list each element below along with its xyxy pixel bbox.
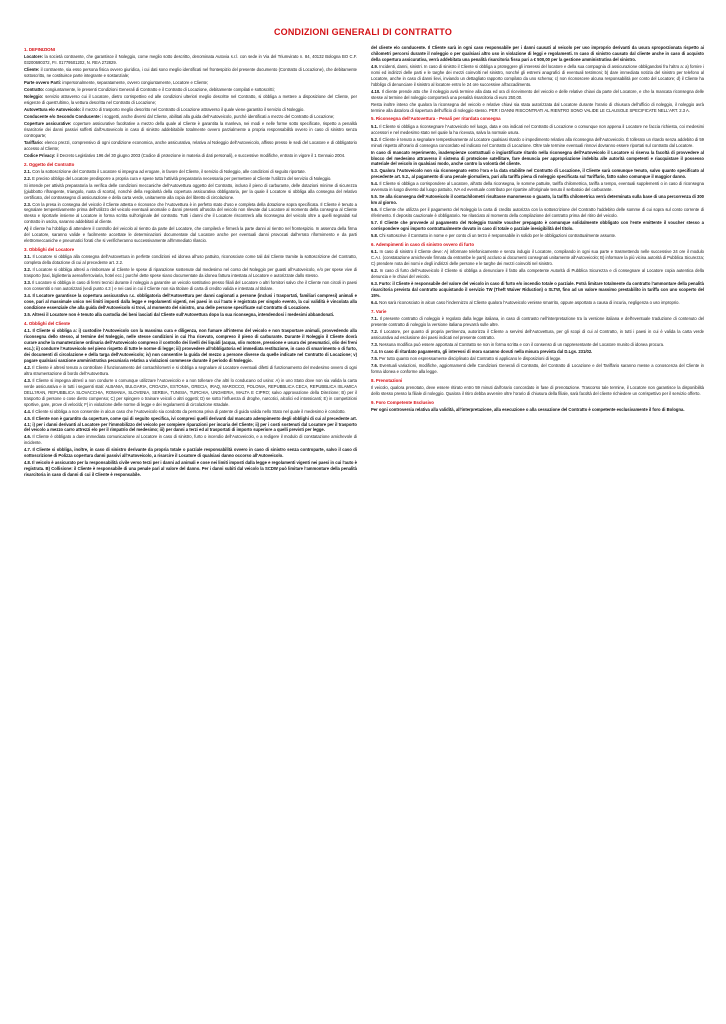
- clause-paragraph: [371, 407, 704, 413]
- clause-number: 4.8.: [24, 460, 31, 466]
- clause-text: Il Cliente si obbliga a: i) custodire l'Autoveicolo con la massima cura e diligenza, non fumare all'interno del veicolo e non trasportare animali, provvedendo alla riconsegna dello stesso, al termine del Noleggio, nelle stesse condizioni in cui l'ha ricevuto, compreso il pieno di carburante. Durante il Noleggio il Cliente dovrà curare anche la manutenzione ordinaria dell'Autoveicolo compreso il controllo dei livelli dei liquidi (acqua, olio motore, pressione e usura dei pneumatici, olio dei freni ecc.); ii) condurre l'Autoveicolo nel pieno rispetto di tutte le norme di legge; iii) provvedere all'obbligatoria ed immediata restituzione, in caso di smarrimento o di furto, dei documenti di circolazione e della targa dell'Autoveicolo; iv) non consentire la guida del mezzo a persone diverse da quelle indicate nel Contratto di Locazione; v) pagare qualsiasi sanzione amministrativa pecuniaria relativa a violazioni commesse durante il periodo di Noleggio.: [24, 328, 357, 363]
- section-heading: 2. Oggetto del Contratto: [24, 161, 75, 167]
- clause-text: Incidenti, danni, sinistri. In caso di sinistro il Cliente si obbliga a proteggere gli interessi del locatore e della sua compagnia di assicurazione obbligandosi fra l'altro a: a) fornire i nomi ed indirizzi delle parti e le targhe dei mezzi coinvolti nel sinistro, nonché gli estremi anagrafici di eventuali testimoni; b) dare immediata notizia del sinistro per telefono al Locatore, anche in caso di danni lievi, inviando un dettagliato rapporto compilato da uno schema; c) non riconoscere alcuna responsabilità per conto del Locatore; d) il Cliente ha l'obbligo di denunciare il sinistro al locatore entro le 24 ore successive all'accadimento.: [371, 63, 704, 87]
- clause-paragraph: [24, 202, 357, 226]
- clause-paragraph: [24, 140, 357, 152]
- clause-number: 3.5.: [24, 312, 31, 318]
- clause-paragraph: [371, 356, 704, 362]
- clause-text: Il Locatore si obbliga alla consegna dell'Autovettura in perfette condizioni ed idonea all'uso pattuito, riconosciute come tali dal Cliente tramite la sottoscrizione del Contratto, completa della dotazione di cui al precedente art. 2.2.: [24, 254, 357, 266]
- clause-text: Il Cliente che provvede al pagamento del Noleggio tramite voucher prepagato è comunque solidalmente obbligato con l'ente emittente il voucher stesso a corrispondere ogni importo contrattualmente dovuto in caso di totale o parziale inesigibilità del titolo.: [371, 220, 704, 231]
- clause-text: i soggetti, anche diversi dal Cliente, abilitati alla guida dell'Autoveicolo, purché identificati a mezzo del Contratto di Locazione;: [101, 113, 335, 119]
- clause-text: Il Locatore si obbliga in caso di fermi tecnici durante il noleggio a garantire un veicolo sostitutivo presso filiali del Locatore o altri fornitori salvo che il Cliente non circoli in paesi non consentiti o non autorizzati (vedi punto 4.3 ) e nei casi in cui il Cliente non sia titolare di carta di credito valida e intestata al titolare.: [24, 280, 357, 292]
- clause-number: 5.1.: [371, 123, 378, 129]
- clause-text: Il Locatore, per quanto di propria pertinenza, autorizza il Cliente a servirsi dell'Autovettura, per gli scopi di cui al Contratto, in tutti i paesi in cui è valida la carta verde assicurativa ad esclusione dei paesi indicati nel presente contratto.: [371, 328, 704, 340]
- clause-number: 4.1.: [24, 328, 31, 334]
- clause-number: 4.7.: [24, 447, 31, 453]
- terms-section: [371, 309, 704, 375]
- clause-paragraph: [24, 183, 357, 201]
- clause-paragraph: [24, 409, 357, 415]
- clause-text: Il Cliente non è garantito da coperture, come qui di seguito specifica, ivi compresi quelli derivanti dal mancato adempimento degli obblighi di cui al precedente art. 4.1; i) per i danni derivanti al Locatore per l'immobilizzo del veicolo per compiere riparazioni per incuria del Cliente; ii) per i costi sostenuti dal Locatore per il trasporto del veicolo a mezzo carro attrezzi e/o per il rimpatrio del medesimo; iii) per danni a terzi ed al trasportati di importo superiore a quelli previsti per legge.: [24, 415, 357, 433]
- clause-paragraph: [371, 249, 704, 267]
- clause-paragraph: [371, 220, 704, 232]
- clause-number: Locatore:: [24, 54, 44, 60]
- clause-text: Chi sottoscrive il Contratto in nome e per conto di un terzo è responsabile in solido per le obbligazioni contrattualmente assunte.: [378, 232, 617, 238]
- clause-text: Eventuali variazioni, modifiche, aggiornamenti delle Condizioni Generali di Contratto, del Contratto di Locazione e del Tariffario saranno messe a conoscenza del Cliente in forma idonea e conforme alla legge.: [371, 362, 704, 374]
- terms-section: [371, 400, 704, 413]
- clause-text: Il Cliente si impegna altresì a non condurre o comunque utilizzare l'Autoveicolo e a non tollerare che altri lo conducano od usino: A) in uno Stato dove non sia valida la carta verde assicurativa e in tutti i seguenti stati: ALBANIA, BULGARIA, CROAZIA, ESTONIA, GRECIA, IRAQ, MAROCCO, POLONIA, REPUBBLICA CECA, REPUBBLICA ISLAMICA DELL'IRAN, REPUBBLICA SLOVACCHIA, ROMANIA, SLOVENIA, SERBIA, TUNISIA, TURCHIA, UNGHERIA, MALTA E CIPRO; salvo approvazione della Direzione; B) per il trasporto di persone o cose dietro compenso; C) per spingere o trainare veicoli o altri oggetti; D) se sotto l'influenza di droghe, narcotici, alcolici ed intossicanti; E) in competizioni sportive, gare, prove di velocità; F) in violazione delle norme di legge e dei regolamenti di circolazione stradale.: [24, 377, 357, 407]
- clause-number: 2.1.: [24, 168, 31, 174]
- clause-paragraph: [24, 226, 357, 244]
- clause-number: 3.2.: [24, 267, 31, 273]
- clause-number: Parte ovvero Parti:: [24, 80, 62, 86]
- clause-paragraph: [371, 233, 704, 239]
- clause-paragraph: [371, 349, 704, 355]
- section-heading: 8. Prenotazioni: [371, 377, 403, 383]
- clause-paragraph: [24, 169, 357, 175]
- terms-section: [371, 116, 704, 238]
- clause-number: 4.5.: [24, 415, 31, 421]
- clause-number: 7.5.: [371, 355, 378, 361]
- section-heading: 4. Obblighi del Cliente: [24, 320, 71, 326]
- clause-text: Nessuna modifica può essere apportata al Contratto se non in forma scritta e con il consenso di un rappresentante del Locatore munito di idonea procura.: [378, 341, 665, 347]
- clause-paragraph: [24, 87, 357, 93]
- clause-text: Il cliente prende atto che il noleggio avrà termine alla data ed ora di ricevimento del veicolo e delle relative chiavi da parte del Locatore, e che la mancata riconsegna delle stesse al termine del noleggio comporterà una penalità risarcitoria di euro 250,00.: [371, 88, 704, 100]
- clause-paragraph: [24, 416, 357, 434]
- terms-section: [24, 247, 357, 318]
- clause-text: Il Cliente si obbliga, inoltre, in caso di sinistro derivante da propria totale o parziale responsabilità ovvero in caso di sinistro senza controparte, salvo il caso di sottoscrizione di Polizza copertura danni passivi all'Autoveicolo, a risarcire il Locatore di qualsiasi danno occorso all'Autoveicolo.: [24, 447, 357, 459]
- clause-text: la società contraente, che garantisce il Noleggio, come meglio sotto descritto, denominata Autovia s.r.l. con sede in Via del Triumvirato n. 84, 40132 Bologna BO C.F. 03200690372, P.I. 01779501202, N. REA 272829.: [24, 54, 357, 66]
- clause-paragraph: [24, 293, 357, 311]
- clause-text: Con la sottoscrizione del Contratto il Locatore si impegna ad erogare, in favore del Cliente, il servizio di Noleggio, alle condizioni di seguito riportate.: [31, 168, 306, 174]
- clause-text: Altresì il Locatore non è tenuto alla custodia dei beni lasciati dal Cliente sull'Autovettura dopo la sua riconsegna, intendendosi i medesimi abbandonati.: [31, 312, 335, 318]
- column-right: [371, 45, 704, 1015]
- clause-number: 5.5.: [371, 194, 378, 200]
- section-heading: 7. Varie: [371, 308, 387, 314]
- clause-text: elenco prezzi, comprensivo di ogni condizione economica, anche assicurativa, relativa al Noleggio dell'Autoveicolo, affisso presso le sedi del Locatore e di obbligatorio accesso al Cliente;: [24, 139, 357, 151]
- clause-paragraph: [24, 107, 357, 113]
- clause-paragraph: [24, 67, 357, 79]
- terms-columns: [24, 45, 704, 1015]
- clause-text: impersonalmente, separatamente, ovvero congiuntamente, Locatore e Cliente;: [61, 80, 209, 86]
- clause-paragraph: [24, 365, 357, 377]
- clause-paragraph: [24, 447, 357, 459]
- clause-number: Noleggio:: [24, 93, 44, 99]
- clause-text: Con la presa in consegna del veicolo il Cliente attesta e riconosce che l'Autovettura è in perfetto stato d'uso e completa della dotazione sopra specificata. Il Cliente è tenuto a segnalare tempestivamente prima dell'utilizzo del veicolo eventuali anomalie o danni presenti all'uscita del veicolo non rilevate dal Locatore al momento della consegna al Cliente stesso e riportarle insieme al Locatore in forma scritta sull'originale del contratto. Tutti i danni che il Locatore riscontrerà alla riconsegna del veicolo oltre a quelli segnalati sul contratto in uscita, saranno addebitati al cliente.: [24, 201, 357, 225]
- clause-number: Codice Privacy:: [24, 152, 56, 158]
- clause-number: 2.3.: [24, 201, 31, 207]
- clause-paragraph: [371, 363, 704, 375]
- section-heading: 6. Adempimenti in caso di sinistro ovvero di furto: [371, 241, 475, 247]
- clause-paragraph: [24, 312, 357, 318]
- clause-paragraph: [371, 385, 704, 397]
- clause-number: Tariffario:: [24, 139, 44, 145]
- clause-paragraph: [24, 80, 357, 86]
- column-left: [24, 45, 357, 1015]
- clause-paragraph: [371, 342, 704, 348]
- clause-number: 5.2.: [371, 136, 378, 142]
- clause-text: servizio attraverso cui il Locatore, dietro corrispettivo ed alle condizioni ulteriori meglio descritte nel Contratto, si obbliga a mettere a disposizione del Cliente, per esigenze di quest'ultimo, la vettura descritta nel Contratto di Locazione;: [24, 93, 357, 105]
- clause-text: In caso di ritardato pagamento, gli interessi di mora saranno dovuti nella misura prevista dal D.Lgs. 231/02.: [378, 348, 593, 354]
- section-heading: 3. Obblighi del Locatore: [24, 247, 75, 253]
- clause-text: Il Cliente si obbliga a non consentire in alcun caso che l'Autoveicolo sia condotto da persona priva di patente di guida valida nello Stato nel quale il medesimo è condotto.: [31, 408, 346, 414]
- clause-number: Coperture assicurative:: [24, 120, 72, 126]
- clause-text: Il Locatore si obbliga altresì a rimborsare al Cliente le spese di riparazione sostenute dal medesimo nel corso del Noleggio per guasti all'Autoveicolo, e/o per spese vive di trasporto (taxi, biglietteria aerea/ferroviaria, hotel ecc.) purché dette spese siano documentate da idonea fattura intestata al Locatore e autorizzate dallo stesso.: [24, 267, 357, 279]
- clause-paragraph: [371, 89, 704, 101]
- clause-text: il mezzo di trasporto meglio descritto nel Contratto di Locazione attraverso il quale viene garantito il servizio di Noleggio.: [81, 106, 305, 112]
- terms-section: [371, 242, 704, 306]
- clause-number: 4.6.: [24, 434, 31, 440]
- clause-paragraph: [24, 94, 357, 106]
- section-heading: 5. Riconsegna dell'Autovettura - Penali per ritardata consegna: [371, 116, 501, 122]
- section-heading: 1. DEFINIZIONI: [24, 47, 55, 52]
- clause-text: In caso di furto dell'Autoveicolo il Cliente si obbliga a denunciare il fatto alla competente Autorità di Pubblica Sicurezza e di consegnare al Locatore copia autentica della denuncia e le chiavi del veicolo.: [371, 268, 704, 279]
- clause-text: Il Cliente è tenuto a segnalare tempestivamente al Locatore qualsiasi ritardo o impedimento relativo alla riconsegna dell'Autoveicolo. È tollerato un ritardo senza addebito di 59 minuti rispetto all'orario di consegna concordato ed indicato nel Contratto di Locazione. Oltre tale termine eventuali rinnovi dovranno essere riportati sul contratto dal Locatore.: [371, 136, 704, 148]
- clause-text: In caso di sinistro il Cliente deve: A) informare telefonicamente e senza indugio il Locatore, compilando in ogni sua parte e trasmettendo nelle successive 24 ore il modulo C.A.I. (constatazione amichevole firmata da entrambe le parti) accluso ai documenti consegnati unitamente all'Autoveicolo; B) informare la più vicina autorità di Pubblica Sicurezza; C) prendere nota dei nomi e degli indirizzi delle persone e le targhe dei mezzi coinvolti nel sinistro.: [371, 249, 704, 267]
- clause-text: Il veicolo è assicurato per la responsabilità civile verso terzi per i danni ad animali e cose nei limiti imposti dalla legge e regolamenti vigenti nei paesi in cui l'auto è registrata. B) Collisione: il Cliente è responsabile di una penale pari al valore del danno. Per i danni subiti dal veicolo la SCDW può limitare l'ammontare della penalità risarcitoria in caso di danni di cui il Cliente è responsabile.: [24, 460, 357, 478]
- clause-number: 3.1.: [24, 254, 31, 260]
- clause-number: 4.4.: [24, 408, 31, 414]
- clause-paragraph: [371, 150, 704, 168]
- clause-number: A): [24, 226, 29, 232]
- clause-paragraph: [24, 176, 357, 182]
- clause-number: 5.6.: [371, 207, 378, 213]
- clause-text: congiuntamente, le presenti Condizioni Generali di Contratto e il Contratto di Locazione, debitamente compilati e sottoscritti;: [44, 87, 275, 93]
- clause-paragraph: [371, 137, 704, 149]
- clause-number: 5.4.: [371, 181, 378, 187]
- clause-text: coperture assicurative facoltative a mezzo della quale al Cliente è garantita la manleva, nei modi e nelle forme sotto specificate, rispetto a penalità risarcitorie dei danni passivi sofferti dall'Autoveicolo in caso di sinistro addebitabile totalmente ovvero parzialmente a propria responsabilità ovvero in caso di sinistro senza controparte;: [24, 120, 357, 138]
- clause-text: E preciso obbligo del Locatore predisporre a propria cura e spese tutta l'attività preparatoria necessaria per permettere al Cliente l'utilizzo del servizio di Noleggio.: [31, 175, 332, 181]
- clause-number: Cliente:: [24, 67, 40, 73]
- clause-number: 6.2.: [371, 268, 378, 273]
- clause-text: il cliente ha l'obbligo di attendere il controllo del veicolo al rientro da parte del Locatore, che compilerà e firmerà la parte danni al rientro nel frontespizio. In assenza della firma del Locatore, saranno valide e facilmente accettate le determinazioni documentate dal Locatore anche per eventuali danni provocati dall'errato riformimento e da parti elettromeccaniche e pneumatici forati che si verificheranno successivamente all'immediato rilascio.: [24, 226, 357, 244]
- clause-text: Il Cliente che utilizza per il pagamento del Noleggio la carta di credito autorizza con la sottoscrizione del Contratto l'addebito delle somme di cui sopra sul conto corrente di riferimento. Il deposito cauzionale è obbligatorio. Ne rilasciato al momento della compilazione del contratto prima del ritiro del veicolo.: [371, 207, 704, 219]
- clause-number: 4.9.: [371, 63, 378, 69]
- clause-paragraph: [24, 121, 357, 139]
- clause-paragraph: [24, 280, 357, 292]
- clause-text: Non sarà riconosciuto in alcun caso l'indennizzo al Cliente qualora l'Autoveicolo venisse smarrito, oppure asportato a causa di incuria, negligenza o uso improprio.: [378, 299, 680, 305]
- clause-paragraph: [371, 64, 704, 88]
- clause-number: 7.3.: [371, 341, 378, 347]
- clause-number: 6.1.: [371, 249, 378, 255]
- clause-number: 5.8.: [371, 232, 378, 238]
- clause-text: Il Cliente è altresì tenuto a controllare il funzionamento del contachilometri e si obbliga a segnalare al Locatore eventuali difetti di funzionamento del medesimo ovvero di ogni altra strumentazione di bordo dell'Autovettura.: [24, 364, 357, 376]
- clause-paragraph: [371, 329, 704, 341]
- clause-paragraph: [371, 316, 704, 328]
- clause-text: Se alla riconsegna dell'Autoveicolo il contachilometri risultasse manomesso o guasto, la tariffa chilometrica verrà determinata sulla base di una percorrenza di 300 km al giorno.: [371, 194, 704, 206]
- clause-paragraph: [371, 168, 704, 180]
- clause-text: Qualora l'Autoveicolo non sia riconsegnato entro l'ora e la data stabilite nel Contratto di Locazione, il Cliente sarà comunque tenuto, salvo quanto specificato al precedente art. 5.2., al pagamento di una penale giornaliera, pari alla tariffa piena di noleggio specificata sul Tariffario, fatto salvo comunque il maggior danno.: [371, 168, 704, 180]
- clause-text: del cliente e/o conducente. Il Cliente sarà in ogni caso responsabile per i danni causati al veicolo per uso improprio derivanti da usura sproporzionata rispetto ai chilometri percorsi durante il noleggio o per qualsiasi altro uso in violazione di leggi e regolamenti. In caso di sinistro causato dal cliente anche in caso di acquisto della copertura assicurativa, verrà addebitata una penalità risarcitoria fissa pari a € 500,00 per la gestione amministrativa del sinistro.: [371, 45, 704, 62]
- clause-paragraph: [371, 300, 704, 306]
- clause-number: 6.3.: [371, 280, 378, 286]
- clause-paragraph: [24, 434, 357, 446]
- clause-paragraph: [24, 153, 357, 159]
- clause-number: 3.3.: [24, 280, 31, 286]
- clause-text: Il Locatore garantisce la copertura assicurativa r.c. obbligatoria dell'Autovettura per danni cagionati a persone (inclusi i trasportati, familiari compresi) animali e cose, pari al massimale unico nei limiti imposti dalla legge e regolamenti vigenti, nei paesi in cui l'auto è registrata per singolo evento, la cui validità è vincolata alla condizione essenziale che alla guida dell'Autoveicolo si trovi, al momento del sinistro, una delle persone specificate sul Contratto di Locazione.: [24, 293, 357, 311]
- clause-paragraph: [24, 114, 357, 120]
- clause-paragraph: [371, 102, 704, 114]
- clause-number: 7.1.: [371, 315, 378, 321]
- clause-text: Il veicolo, qualora prenotato, deve essere ritirato entro 59 minuti dall'orario concordato in fase di prenotazione. Trascorso tale termine, il Locatore non garantisce la disponibilità dello stesso presso la filiale di noleggio. Qualora il ritiro debba avvenire oltre l'orario di chiusura della filiale, sarà facoltà del cliente richiedere un corrispettivo per il servizio offerto.: [371, 384, 704, 396]
- clause-paragraph: [24, 328, 357, 364]
- clause-number: 6.4.: [371, 299, 378, 305]
- clause-number: Conducente e/o Secondo Conducente:: [24, 113, 102, 119]
- clause-number: 4.10.: [371, 88, 381, 94]
- clause-text: Il Cliente è obbligato a dare immediata comunicazione al Locatore in caso di sinistro, furto o incendio dell'Autoveicolo, e a redigere il modulo di constatazione amichevole di incidente.: [24, 434, 357, 446]
- clause-paragraph: [24, 378, 357, 408]
- clause-number: 4.3.: [24, 377, 31, 383]
- clause-paragraph: [371, 281, 704, 299]
- terms-section: [24, 321, 357, 478]
- clause-number: 5.7.: [371, 220, 378, 226]
- clause-paragraph: [371, 268, 704, 280]
- clause-number: 7.4.: [371, 348, 378, 354]
- clause-text: Per ogni controversia relativa alla validità, all'interpretazione, alla esecuzione o alla cessazione del Contratto è competente esclusivamente il foro di Bologna.: [371, 406, 685, 412]
- clause-number: 7.2.: [371, 328, 378, 334]
- clause-number: Autovettura e/o Autoveicolo:: [24, 106, 82, 112]
- clause-number: 5.3.: [371, 168, 378, 174]
- terms-section: [24, 162, 357, 245]
- clause-paragraph: [24, 460, 357, 478]
- clause-number: 4.2.: [24, 364, 31, 370]
- clause-text: Per tutto quanto non espressamente disciplinato dal Contratto si applicano le disposizioni di legge.: [378, 355, 562, 361]
- clause-number: 7.6.: [371, 362, 378, 368]
- clause-paragraph: [371, 124, 704, 136]
- clause-paragraph: [371, 45, 704, 63]
- clause-paragraph: [371, 207, 704, 219]
- section-heading: 9. Foro Competente Esclusivo: [371, 399, 434, 405]
- clause-text: In caso di mancato reperimento, inadempienze contrattuali o ingiustificate ritardo nella riconsegna dell'Autoveicolo il Locatore si riserva la facoltà di provvedere al blocco del medesimo attraverso il sistema di protezione satellitare, fare denuncia per appropriazione indebita alle autorità competenti e riacquistare il possesso materiale del veicolo in qualsiasi modo, anche contro la volontà del cliente.: [371, 149, 704, 167]
- document-title: CONDIZIONI GENERALI DI CONTRATTO: [273, 27, 453, 37]
- clause-number: 2.2.: [24, 175, 31, 181]
- clause-text: Il presente contratto di noleggio è regolato dalla legge italiana, in caso di contrasto nell'interpretazione tra la versione italiana e dell'eventuale traduzione di contenuto del presente contratto di noleggio la versione italiana prevarrà sulle altre.: [371, 315, 704, 327]
- clause-text: il contraente, sia esso persona fisica ovvero giuridica, i cui dati sono meglio identificati nel frontespizio del presente documento (Contratto di Locazione), che debitamente sottoscritto, ne costituisce parte integrante e sostanziale;: [24, 67, 357, 79]
- terms-section: [24, 47, 357, 159]
- clause-paragraph: [24, 267, 357, 279]
- clause-paragraph: [24, 54, 357, 66]
- clause-text: il Decreto Legislativo 196 del 30 giugno 2003 (Codice di protezione in materia di dati personali), e successive modifiche, entrato in vigore il 1 Gennaio 2004.: [55, 152, 346, 158]
- terms-section: [371, 45, 704, 113]
- clause-text: Il Cliente si obbliga a corrispondere al Locatore, all'atto della riconsegna, le somme pattuite, tariffa chilometrica, tariffa a tempo, eventuali supplementi o in caso di riconsegna avvenuta in luogo diverso dal luogo pattuito, IVA ed eventuale contributo per ripartire all'originale tenuto il serbatoio del carburante.: [371, 181, 704, 193]
- clause-text: Resta inoltre inteso che qualora la riconsegna del veicolo e relative chiavi sia stata autorizzata dal Locatore durante l'orario di chiusura dell'ufficio di noleggio, il noleggio avrà termine alla data/ora di riapertura dell'ufficio di noleggio stesso. PER I DANNI RISCONTRATI AL RIENTRO SONO VALIDE LE CLAUSOLE SPECIFICATE NELL'ART. 2.3 A.: [371, 101, 704, 113]
- clause-paragraph: [371, 181, 704, 193]
- clause-number: Contratto:: [24, 87, 45, 93]
- clause-number: 3.4.: [24, 293, 31, 299]
- clause-paragraph: [24, 254, 357, 266]
- terms-section: [371, 378, 704, 397]
- clause-text: Si intende per attività preparatoria la verifica delle condizioni meccaniche dell'Autovettura oggetto del Contratto, incluso il pieno di carburante, delle dotazioni minime di sicurezza (giubbotto rifrangente, triangolo, ruota di scorta), nonché della regolarità della copertura assicurativa obbligatoria, per la quale il Locatore si obbliga alla consegna del relativo certificato, del contrassegno di assicurazione e della carta verde, unitamente alla copia del libretto di circolazione.: [24, 182, 357, 200]
- clause-text: Furto: il Cliente è responsabile del valore del veicolo in caso di furto e/o incendio totale o parziale. Potrà limitare totalmente da contratto l'ammontare della penalità risarcitoria prevista dal contratto acquistando il servizio TW (Theft Waiver Riduction) o SLTW, fino ad un valore massimo prestabilito in tariffa con uno scoperto del 15%.: [371, 280, 704, 298]
- clause-text: Il Cliente si obbliga a riconsegnare l'Autoveicolo nel luogo, data e ora indicati nel Contratto di Locazione o comunque non appena il Locatore ne faccia richiesta, coi medesimi accessori e nel medesimo stato nel quale la ha ricevuta, salva la normale usura.: [371, 123, 704, 135]
- clause-paragraph: [371, 194, 704, 206]
